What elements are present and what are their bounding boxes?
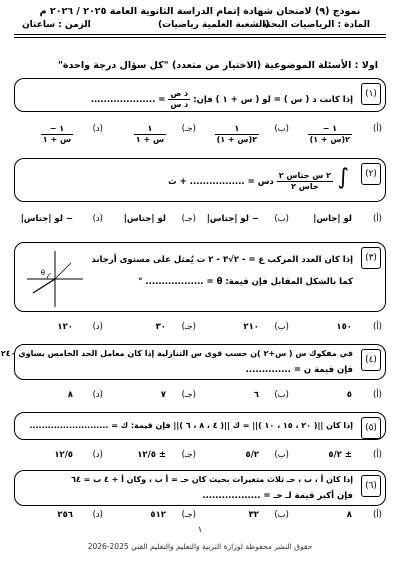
option-a[interactable]: (أ) ٥ [346, 390, 382, 400]
option-c[interactable]: (جـ) لو |جتاس| [123, 214, 196, 224]
question-6-options [14, 506, 386, 526]
option-a[interactable]: (أ) لو |جاس| [313, 214, 382, 224]
question-4-box [0, 344, 386, 380]
option-b[interactable]: (ب) − لو |جتاس| [206, 214, 289, 224]
question-6-box [14, 470, 386, 506]
question-number: (١) [361, 83, 381, 105]
option-d[interactable]: (د) ٨ [67, 390, 103, 400]
question-3-box [14, 242, 386, 312]
question-5-line1: إذا كان ||( ٢٠ ، ١٥ ، ١٠ )|| = ك ||( ٤ ، ٨ ، ٦ )|| فإن قيمة: ك = .......................... [29, 421, 353, 430]
q1-derivative: $\frac{\text{د ص}}{\text{د س}}$ [170, 89, 189, 109]
option-b[interactable]: (ب) ٦ [253, 390, 289, 400]
question-1-text [91, 89, 353, 110]
question-4-options [14, 386, 386, 406]
section-title: اولا : الأسئلة الموضوعية (الاختيار من متعدد) "كل سؤال درجة واحدة" [57, 60, 378, 71]
svg-text:θ: θ [40, 269, 45, 277]
option-c[interactable]: (جـ) ٧ [160, 390, 196, 400]
option-c[interactable]: (جـ) ٣٠ [155, 322, 196, 332]
time-label: الزمن : ساعتان [22, 20, 91, 30]
q2-integrand: $\frac{\text{٢ س جتاس ٢}}{\text{جاس ٢}}$ [278, 171, 331, 191]
question-3-line1: إذا كان العدد المركب ع = - ٢√٣ - ٢ ت يُمثل على مستوى أرجاند [91, 255, 353, 265]
question-1-box [14, 78, 386, 112]
branch-label: (الشعبة العلمية رياضيات) [158, 20, 270, 30]
question-2-box [14, 158, 386, 202]
question-number: (٢) [361, 163, 381, 185]
option-a[interactable]: (أ) ١٥٠ [336, 322, 382, 332]
question-5-options [14, 446, 386, 466]
q1-stem: إذا كانت د ( س ) = لو ( س + ١ ) فإن: [193, 95, 353, 105]
option-b[interactable]: (ب) ٥/٢ [245, 450, 289, 460]
option-c[interactable]: (جـ) ± ١٢/٥ [137, 450, 196, 460]
option-d[interactable]: (د) $\frac{١ -}{\text{س + ١}}$ [42, 124, 103, 144]
option-d[interactable]: (د) ١٢/٥ [54, 450, 103, 460]
question-4-line1: في مفكوك س ( س+٢ )ن حسب قوى س التنازلية إذا كان معامل الحد الخامس يساوي ٢٤٠ [0, 349, 353, 358]
exam-title: نموذج (٩) لامتحان شهادة إتمام الدراسة الثانوية العامة ٢٠٢٥ / ٢٠٢٦ م [39, 6, 361, 17]
copyright-notice: حقوق النشر محفوظة لوزارة التربية والتعليم والتعليم الفني 2025-2026 [87, 542, 313, 551]
question-6-line2: فإن أكبر قيمة لـ حـ = .................. [202, 491, 353, 501]
header-divider [14, 34, 386, 35]
option-a[interactable]: (أ) ± ٥/٢ [328, 450, 382, 460]
question-6-line1: إذا كان أ ، ب ، حـ ثلاث متغيرات بحيث كان حـ = أ ب ، وكان أ + ٤ ب = ٦٤ [71, 475, 353, 484]
option-b[interactable]: (ب) $\frac{١}{\text{٢(س + ١)}}$ [216, 124, 289, 144]
option-a[interactable]: (أ) ٨ [346, 510, 382, 520]
argand-diagram [25, 249, 85, 309]
option-b[interactable]: (ب) ٢١٠ [243, 322, 289, 332]
question-1-options [14, 120, 386, 144]
option-d[interactable]: (د) − لو |جتاس| [20, 214, 103, 224]
option-b[interactable]: (ب) ٣٢ [248, 510, 289, 520]
question-4-line2: فإن قيمة ن = .............. [245, 365, 353, 375]
option-d[interactable]: (د) ٢٥٦ [57, 510, 103, 520]
question-number: (٥) [361, 417, 381, 439]
option-d[interactable]: (د) ١٢٠ [57, 322, 103, 332]
header-divider-2 [14, 37, 386, 38]
question-number: (٣) [361, 247, 381, 269]
q2-tail: دس = ................. + ث [168, 177, 274, 187]
subject-label: المادة : الرياضيات البحتة [261, 20, 370, 30]
question-3-line2: كما بالشكل المقابل فإن قيمة: θ = .................. ° [138, 277, 353, 287]
question-5-box [14, 412, 386, 440]
option-c[interactable]: (جـ) ٥١٢ [150, 510, 196, 520]
question-number: (٤) [361, 349, 381, 371]
question-2-options [14, 210, 386, 230]
question-number: (٦) [361, 475, 381, 497]
question-3-options [14, 318, 386, 338]
q1-tail: = .................... [90, 95, 166, 105]
option-c[interactable]: (جـ) $\frac{١}{\text{س + ١}}$ [135, 124, 196, 144]
page-number: ١ [197, 525, 203, 534]
integral-sign: ∫ [337, 165, 349, 190]
question-2-text [168, 171, 333, 192]
option-a[interactable]: (أ) $\frac{١ -}{\text{٢(س + ١)}}$ [309, 124, 382, 144]
